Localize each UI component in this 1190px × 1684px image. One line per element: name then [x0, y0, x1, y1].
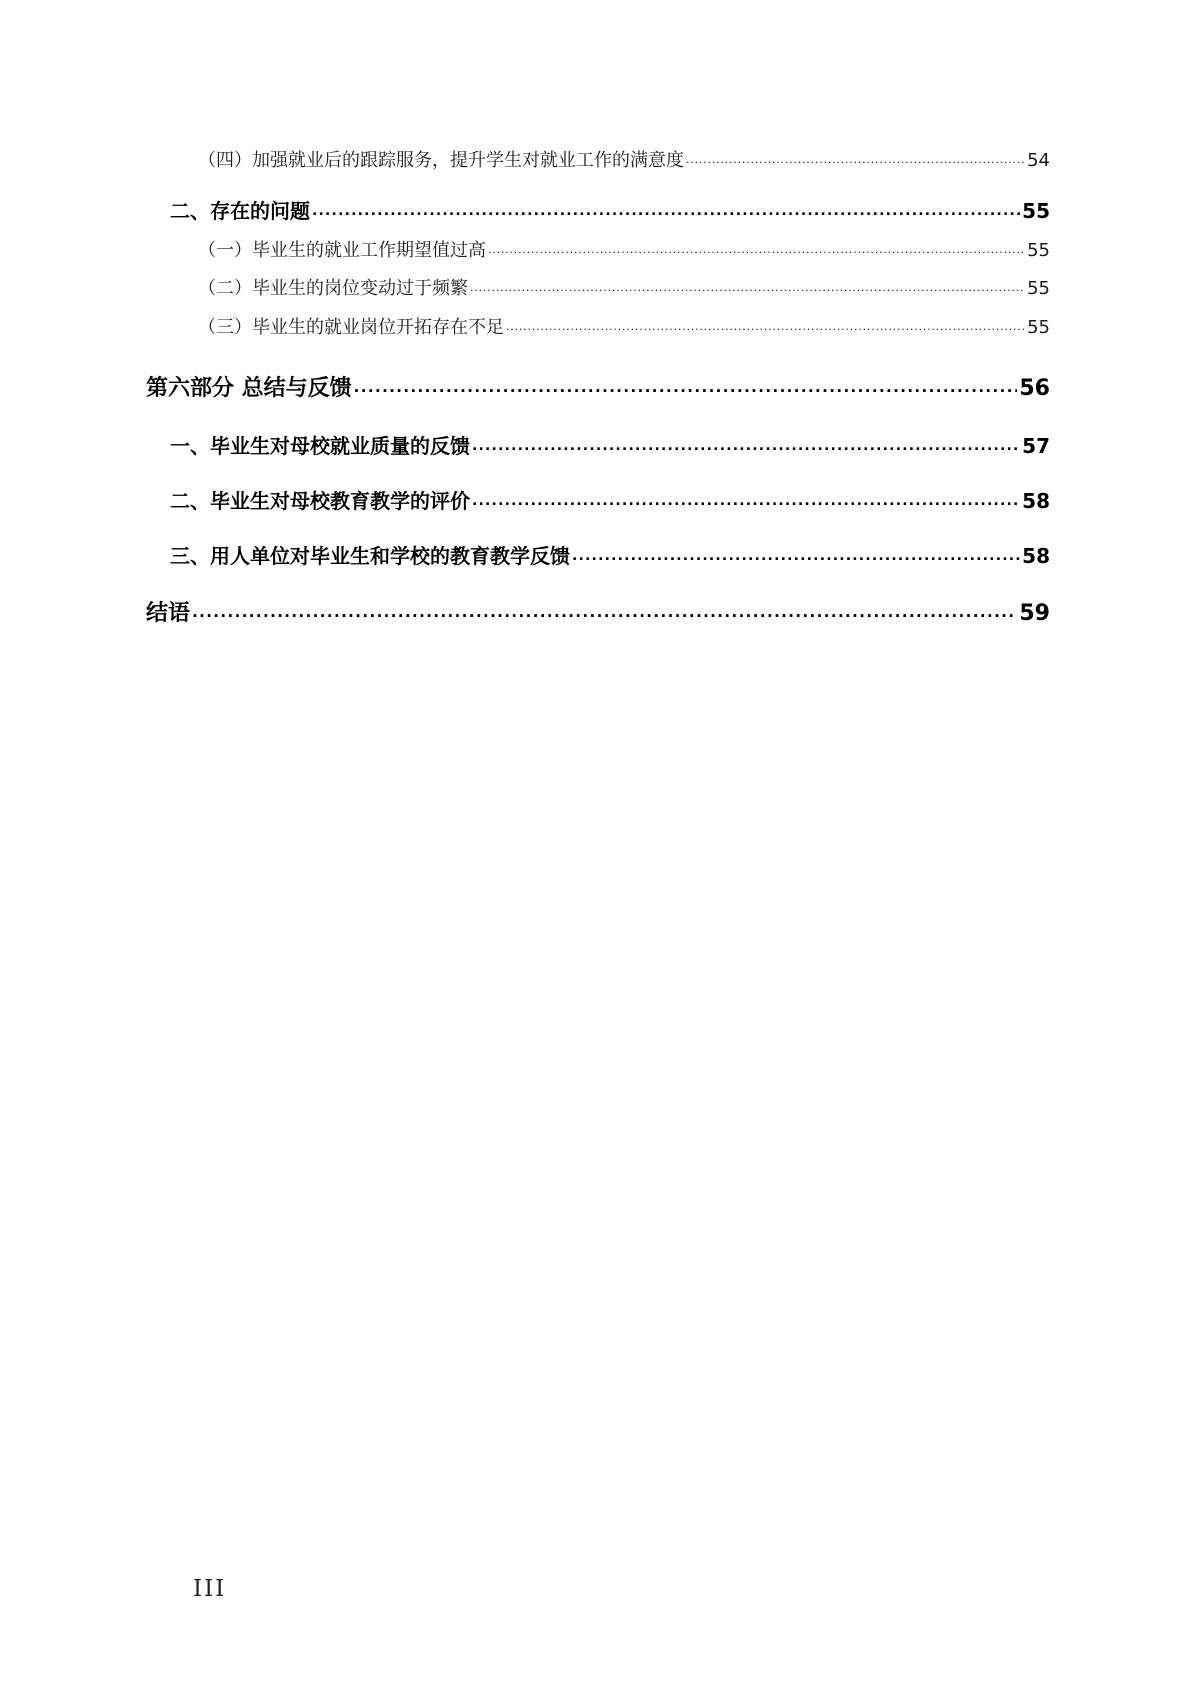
toc-dot-leader — [572, 541, 1020, 563]
toc-entry-page-number: 58 — [1022, 544, 1050, 568]
toc-entry-employer-feedback[interactable] — [170, 540, 1050, 569]
toc-entry-graduate-teaching-evaluation[interactable] — [170, 485, 1050, 514]
toc-entry-followup-service[interactable] — [198, 146, 1050, 172]
toc-entry-label: 二、存在的问题 — [170, 199, 310, 223]
toc-entry-label: （二）毕业生的岗位变动过于频繁 — [198, 278, 468, 299]
toc-entry-frequent-job-changes[interactable] — [198, 274, 1050, 300]
toc-entry-expectation-too-high[interactable] — [198, 236, 1050, 262]
footer-page-number: III — [193, 1576, 227, 1602]
toc-entry-page-number: 55 — [1027, 278, 1050, 299]
toc-dot-leader — [470, 275, 1025, 295]
toc-entry-page-number: 55 — [1022, 199, 1050, 223]
toc-entry-label: 二、毕业生对母校教育教学的评价 — [170, 489, 470, 513]
toc-dot-leader — [488, 237, 1025, 257]
toc-entry-page-number: 55 — [1027, 317, 1050, 338]
toc-dot-leader — [472, 486, 1020, 508]
toc-entry-part-six-summary[interactable] — [146, 371, 1050, 402]
toc-entry-page-number: 54 — [1027, 150, 1050, 171]
toc-entry-label: 结语 — [146, 601, 191, 626]
toc-entry-page-number: 57 — [1022, 434, 1050, 458]
toc-entry-conclusion[interactable] — [146, 596, 1050, 627]
toc-entry-page-number: 59 — [1019, 601, 1050, 626]
toc-entry-label: （四）加强就业后的跟踪服务，提升学生对就业工作的满意度 — [198, 150, 684, 171]
toc-entry-label: （一）毕业生的就业工作期望值过高 — [198, 240, 486, 261]
toc-dot-leader — [354, 373, 1018, 397]
toc-entry-page-number: 55 — [1027, 240, 1050, 261]
toc-entry-label: 第六部分 总结与反馈 — [146, 376, 352, 401]
toc-entry-label: 三、用人单位对毕业生和学校的教育教学反馈 — [170, 544, 570, 568]
toc-dot-leader — [506, 314, 1025, 334]
toc-entry-graduate-feedback-quality[interactable] — [170, 430, 1050, 459]
toc-entry-insufficient-job-development[interactable] — [198, 313, 1050, 339]
toc-entry-label: （三）毕业生的就业岗位开拓存在不足 — [198, 317, 504, 338]
toc-entry-page-number: 58 — [1022, 489, 1050, 513]
toc-dot-leader — [312, 196, 1020, 218]
toc-entry-page-number: 56 — [1019, 376, 1050, 401]
toc-entry-label: 一、毕业生对母校就业质量的反馈 — [170, 434, 470, 458]
toc-entry-existing-problems[interactable] — [170, 195, 1050, 224]
toc-dot-leader — [686, 147, 1025, 167]
toc-dot-leader — [192, 598, 1017, 622]
toc-dot-leader — [472, 431, 1020, 453]
